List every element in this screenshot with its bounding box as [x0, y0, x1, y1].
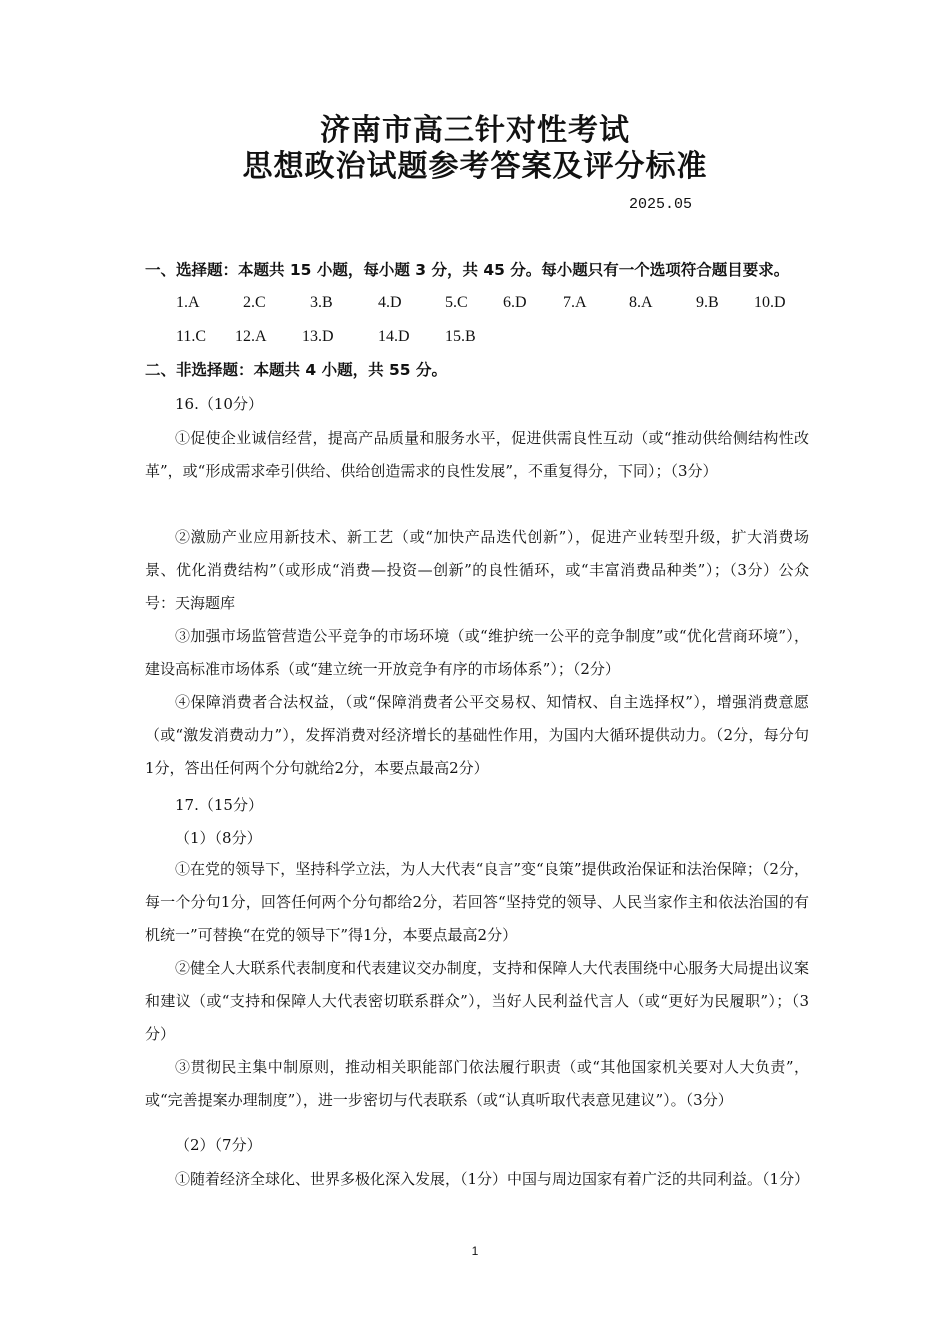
- answers-row-1: [0, 292, 950, 314]
- answer-item: 15.B: [445, 328, 476, 345]
- answer-item: 2.C: [243, 294, 266, 311]
- answer-item: 14.D: [378, 328, 410, 345]
- q16-point-3: ③加强市场监管营造公平竞争的市场环境（或“维护统一公平的竞争制度”或“优化营商环境”），建设高标准市场体系（或“建立统一开放竞争有序的市场体系”）；（2分）: [145, 627, 809, 678]
- q17-2-point-1: ①随着经济全球化、世界多极化深入发展，（1分）中国与周边国家有着广泛的共同利益。（1分）: [175, 1170, 810, 1188]
- q17-sub-1-label: （1）（8分）: [175, 829, 262, 847]
- section-1-heading: 一、选择题：本题共 15 小题，每小题 3 分，共 45 分。每小题只有一个选项符合题目要求。: [145, 261, 790, 279]
- exam-date: 2025.05: [629, 196, 693, 213]
- q17-1-point-1: ①在党的领导下，坚持科学立法，为人大代表“良言”变“良策”提供政治保证和法治保障；（2分，每一个分句1分，回答任何两个分句都给2分，若回答“坚持党的领导、人民当家作主和依法治国的有机统一”可替换“在党的领导下”得1分，本要点最高2分）: [145, 860, 809, 944]
- section-2-heading: 二、非选择题：本题共 4 小题，共 55 分。: [145, 361, 447, 379]
- title-line-2: 思想政治试题参考答案及评分标准: [242, 149, 708, 184]
- answer-item: 12.A: [235, 328, 267, 345]
- q16-point-2: ②激励产业应用新技术、新工艺（或“加快产品迭代创新”），促进产业转型升级，扩大消费场景、优化消费结构”（或形成“消费—投资—创新”的良性循环，或“丰富消费品种类”）；（3分）公众号：天海题库: [145, 528, 809, 612]
- answer-item: 3.B: [310, 294, 333, 311]
- page-number: 1: [471, 1244, 479, 1258]
- answer-item: 7.A: [563, 294, 587, 311]
- answer-item: 13.D: [302, 328, 334, 345]
- answer-item: 1.A: [176, 294, 200, 311]
- answer-item: 10.D: [754, 294, 786, 311]
- q17-1-point-2: ②健全人大联系代表制度和代表建议交办制度，支持和保障人大代表围绕中心服务大局提出议案和建议（或“支持和保障人大代表密切联系群众”），当好人民利益代言人（或“更好为民履职”）；（3分）: [145, 959, 809, 1043]
- answers-row-2: [0, 326, 950, 348]
- answer-item: 9.B: [696, 294, 719, 311]
- question-16-label: 16.（10分）: [175, 395, 263, 413]
- answer-item: 5.C: [445, 294, 468, 311]
- q17-sub-2-label: （2）（7分）: [175, 1136, 262, 1154]
- question-17-label: 17.（15分）: [175, 796, 263, 814]
- q16-point-1: ①促使企业诚信经营，提高产品质量和服务水平，促进供需良性互动（或“推动供给侧结构性改革”，或“形成需求牵引供给、供给创造需求的良性发展”，不重复得分，下同）；（3分）: [145, 429, 809, 480]
- answer-item: 8.A: [629, 294, 653, 311]
- answer-item: 4.D: [378, 294, 402, 311]
- answer-item: 11.C: [176, 328, 207, 345]
- title-line-1: 济南市高三针对性考试: [320, 113, 630, 148]
- answer-item: 6.D: [503, 294, 527, 311]
- q17-1-point-3: ③贯彻民主集中制原则，推动相关职能部门依法履行职责（或“其他国家机关要对人大负责”，或“完善提案办理制度”），进一步密切与代表联系（或“认真听取代表意见建议”）。（3分）: [145, 1058, 809, 1109]
- q16-point-4: ④保障消费者合法权益，（或“保障消费者公平交易权、知情权、自主选择权”），增强消费意愿（或“激发消费动力”），发挥消费对经济增长的基础性作用，为国内大循环提供动力。（2分，每分句1分，答出任何两个分句就给2分，本要点最高2分）: [145, 693, 809, 777]
